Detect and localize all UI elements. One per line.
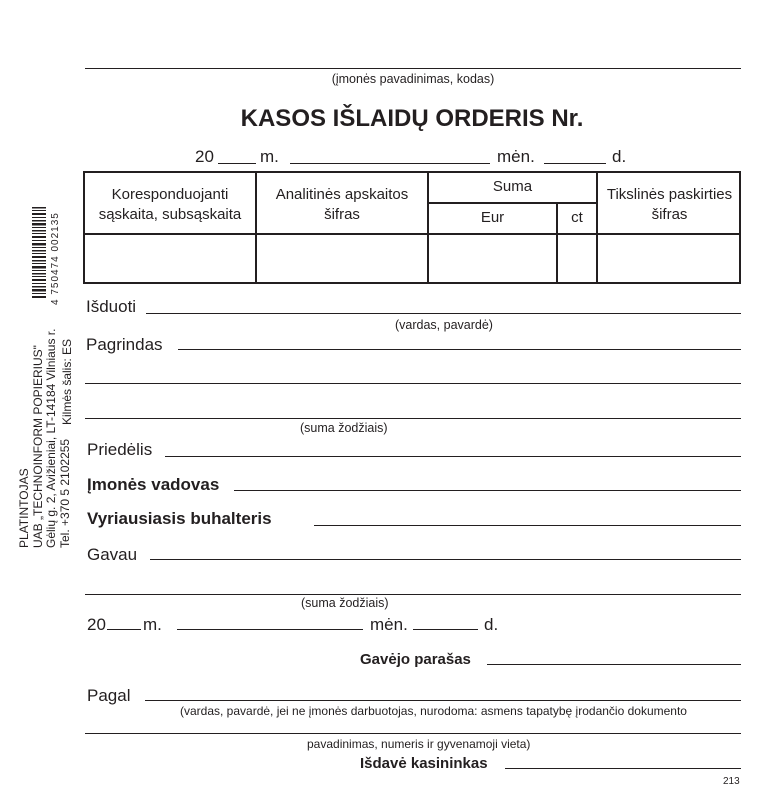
- isduoti-field[interactable]: [146, 313, 741, 314]
- pagal-field[interactable]: [145, 700, 741, 701]
- cell-tikslines-value[interactable]: [598, 235, 741, 282]
- date2-men-label: mėn.: [370, 615, 408, 634]
- suma-words-field[interactable]: [85, 418, 741, 419]
- buhalteris-field[interactable]: [314, 525, 741, 526]
- col-koresponduojanti-line1: Koresponduojanti: [111, 186, 229, 203]
- pagrindas-label: Pagrindas: [86, 335, 163, 354]
- isduoti-caption: (vardas, pavardė): [395, 318, 493, 332]
- date2-year-field[interactable]: [107, 629, 141, 630]
- pagal-label: Pagal: [87, 686, 131, 705]
- cell-eur-value[interactable]: [429, 235, 556, 282]
- pagal-field-2[interactable]: [85, 733, 741, 734]
- col-eur: Eur: [480, 209, 505, 226]
- col-suma: Suma: [492, 178, 533, 195]
- col-tikslines: [598, 185, 741, 225]
- pagal-caption-2: pavadinimas, numeris ir gyvenamoji vieta): [307, 737, 531, 751]
- barcode-icon: [32, 207, 46, 299]
- gavejo-parasas-field[interactable]: [487, 664, 741, 665]
- priedelis-field[interactable]: [165, 456, 741, 457]
- cell-koresponduojanti-value[interactable]: [85, 235, 255, 282]
- barcode-number: 4 750474 002135: [50, 212, 61, 305]
- date2-m-label: m.: [143, 615, 162, 634]
- vadovas-field[interactable]: [234, 490, 741, 491]
- date2-year-prefix: 20: [87, 615, 106, 634]
- pagal-caption-1: (vardas, pavardė, jei ne įmonės darbuotojas, nurodoma: asmens tapatybę įrodančio dokumento: [180, 704, 687, 718]
- col-koresponduojanti: [85, 185, 255, 225]
- date-year-field[interactable]: [218, 163, 256, 164]
- date-year-prefix: 20: [195, 147, 214, 166]
- gavau-field[interactable]: [150, 559, 741, 560]
- pagrindas-field-2[interactable]: [85, 383, 741, 384]
- isduoti-label: Išduoti: [86, 297, 137, 316]
- page-title: KASOS IŠLAIDŲ ORDERIS Nr.: [240, 105, 584, 132]
- date-d-label: d.: [612, 147, 627, 166]
- distributor-line3: Gėlių g. 2, Avižieniai, LT-14184 Vilniaus r.: [44, 328, 58, 548]
- company-caption: (įmonės pavadinimas, kodas): [331, 72, 495, 86]
- suma-caption-2: (suma žodžiais): [301, 596, 389, 610]
- gavau-suma-field[interactable]: [85, 594, 741, 595]
- cell-ct-value[interactable]: [558, 235, 596, 282]
- priedelis-label: Priedėlis: [87, 440, 153, 459]
- company-line: [85, 68, 741, 69]
- suma-caption-1: (suma žodžiais): [300, 421, 388, 435]
- col-tikslines-line1: Tikslinės paskirties: [606, 186, 733, 203]
- col-tikslines-line2: šifras: [651, 206, 688, 223]
- distributor-line4: Tel. +370 5 2102255: [57, 438, 72, 548]
- distributor-line2: UAB „TECHNOINFORM POPIERIUS": [30, 345, 45, 548]
- col-koresponduojanti-line2: sąskaita, subsąskaita: [98, 206, 242, 223]
- date-m-label: m.: [260, 147, 279, 166]
- gavau-label: Gavau: [87, 545, 138, 564]
- accounts-table: [83, 171, 741, 284]
- isdave-label: Išdavė kasininkas: [360, 755, 488, 772]
- vadovas-label: Įmonės vadovas: [87, 475, 220, 494]
- isdave-field[interactable]: [505, 768, 741, 769]
- date2-day-field[interactable]: [413, 629, 478, 630]
- origin-country: Kilmės šalis: ES: [60, 338, 74, 425]
- date-day-field[interactable]: [544, 163, 606, 164]
- cell-analitines-value[interactable]: [257, 235, 427, 282]
- date2-month-field[interactable]: [177, 629, 363, 630]
- buhalteris-label: Vyriausiasis buhalteris: [87, 509, 272, 528]
- table-sum-divider: [427, 202, 597, 204]
- date2-d-label: d.: [484, 615, 499, 634]
- col-ct: ct: [571, 209, 583, 226]
- distributor-line1: PLATINTOJAS: [17, 468, 31, 548]
- col-analitines-line2: šifras: [324, 206, 360, 223]
- page-code: 213: [723, 776, 740, 787]
- col-analitines: [257, 185, 427, 225]
- date-men-label: mėn.: [497, 147, 535, 166]
- gavejo-parasas-label: Gavėjo parašas: [360, 651, 471, 668]
- col-analitines-line1: Analitinės apskaitos: [275, 186, 409, 203]
- date-month-field[interactable]: [290, 163, 490, 164]
- pagrindas-field[interactable]: [178, 349, 741, 350]
